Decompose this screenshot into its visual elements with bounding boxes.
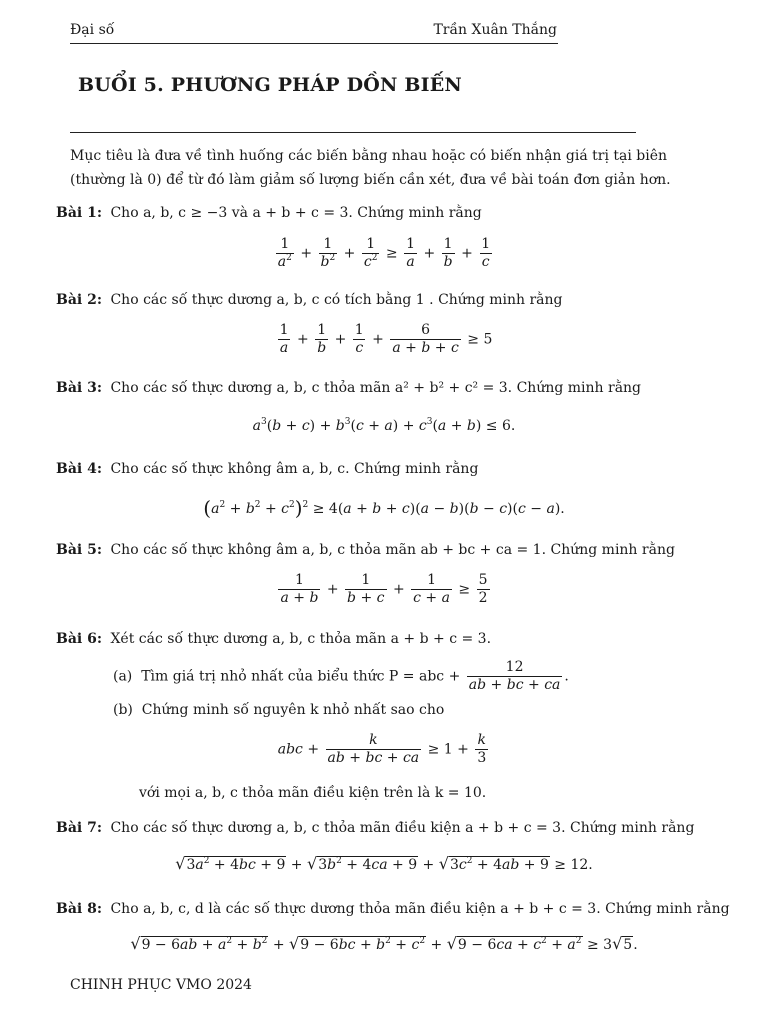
problem-text: Cho các số thực dương a, b, c có tích bằng 1 . Chứng minh rằng xyxy=(110,292,563,308)
problem-label: Bài 7: xyxy=(56,820,103,836)
problem-6a: (a) Tìm giá trị nhỏ nhất của biểu thức P = abc + $\frac{12}{ab + bc + ca}$ . xyxy=(113,659,569,693)
problem-text: Cho các số thực không âm a, b, c thỏa mãn ab + bc + ca = 1. Chứng minh rằng xyxy=(110,542,675,558)
problem-label: Bài 4: xyxy=(56,461,103,477)
problem-2 xyxy=(56,292,563,308)
problem-label: Bài 6: xyxy=(56,631,103,647)
page-title: BUỔI 5. PHƯƠNG PHÁP DỒN BIẾN xyxy=(78,74,462,96)
problem-6-tail: với mọi a, b, c thỏa mãn điều kiện trên là k = 10. xyxy=(139,785,487,801)
equation-7: $√3a^2 + 4bc + 9 + √3b^2 + 4ca + 9 + √3c^2 + 4ab + 9 \ge 12$. xyxy=(175,854,593,873)
problem-3 xyxy=(56,380,641,396)
header-left: Đại số xyxy=(70,22,115,38)
problem-label: Bài 2: xyxy=(56,292,103,308)
problem-text: Cho các số thực dương a, b, c thỏa mãn điều kiện a + b + c = 3. Chứng minh rằng xyxy=(110,820,695,836)
title-rule xyxy=(70,132,636,133)
equation-4: $(a^2 + b^2 + c^2)^2 \ge 4(a + b + c)(a - b)(b - c)(c - a)$. xyxy=(203,496,565,520)
problem-text: Cho a, b, c, d là các số thực dương thỏa mãn điều kiện a + b + c = 3. Chứng minh rằng xyxy=(110,901,730,917)
problem-6 xyxy=(56,631,491,647)
problem-5 xyxy=(56,542,675,558)
problem-label: Bài 8: xyxy=(56,901,103,917)
problem-text: Xét các số thực dương a, b, c thỏa mãn a + b + c = 3. xyxy=(110,631,492,647)
footer: CHINH PHỤC VMO 2024 xyxy=(70,977,252,993)
equation-2: $\frac{1}{a}$ + $\frac{1}{b}$ + $\frac{1}{c}$ + $\frac{6}{a + b + c}$ ≥ 5 xyxy=(279,322,493,356)
equation-3: $a^3(b + c) + b^3(c + a) + c^3(a + b) \le 6$. xyxy=(252,417,516,434)
problem-label: Bài 5: xyxy=(56,542,103,558)
header-rule xyxy=(70,43,558,44)
problem-6b: (b) Chứng minh số nguyên k nhỏ nhất sao cho xyxy=(113,702,445,718)
equation-8: $√9 - 6ab + a^2 + b^2 + √9 - 6bc + b^2 + c^2 + √9 - 6ca + c^2 + a^2 \ge 3√5$. xyxy=(130,934,638,953)
problem-text: Cho a, b, c ≥ −3 và a + b + c = 3. Chứng minh rằng xyxy=(110,205,482,221)
problem-7 xyxy=(56,820,694,836)
equation-1: $\frac{1}{a^2}$ + $\frac{1}{b^2}$ + $\frac{1}{c^2}$ ≥ $\frac{1}{a}$ + $\frac{1}{b}$ + $\frac{1}{c}$ xyxy=(277,236,491,270)
problem-label: Bài 1: xyxy=(56,205,103,221)
problem-8 xyxy=(56,901,730,917)
problem-text: Cho các số thực không âm a, b, c. Chứng minh rằng xyxy=(110,461,479,477)
problem-4 xyxy=(56,461,478,477)
equation-5: $\frac{1}{a + b}$ + $\frac{1}{b + c}$ + $\frac{1}{c + a}$ ≥ $\frac{5}{2}$ xyxy=(280,572,488,606)
problem-label: Bài 3: xyxy=(56,380,103,396)
intro-paragraph: Mục tiêu là đưa về tình huống các biến bằng nhau hoặc có biến nhận giá trị tại biên (thường là 0) để từ đó làm giảm số lượng biến cần xét, đưa về bài toán đơn giản hơn. xyxy=(70,148,671,188)
problem-text: Cho các số thực dương a, b, c thỏa mãn a² + b² + c² = 3. Chứng minh rằng xyxy=(110,380,642,396)
header-right: Trần Xuân Thắng xyxy=(433,22,557,38)
problem-1 xyxy=(56,205,482,221)
equation-6: abc + $\frac{k}{ab + bc + ca}$ ≥ 1 + $\frac{k}{3}$ xyxy=(277,732,487,766)
